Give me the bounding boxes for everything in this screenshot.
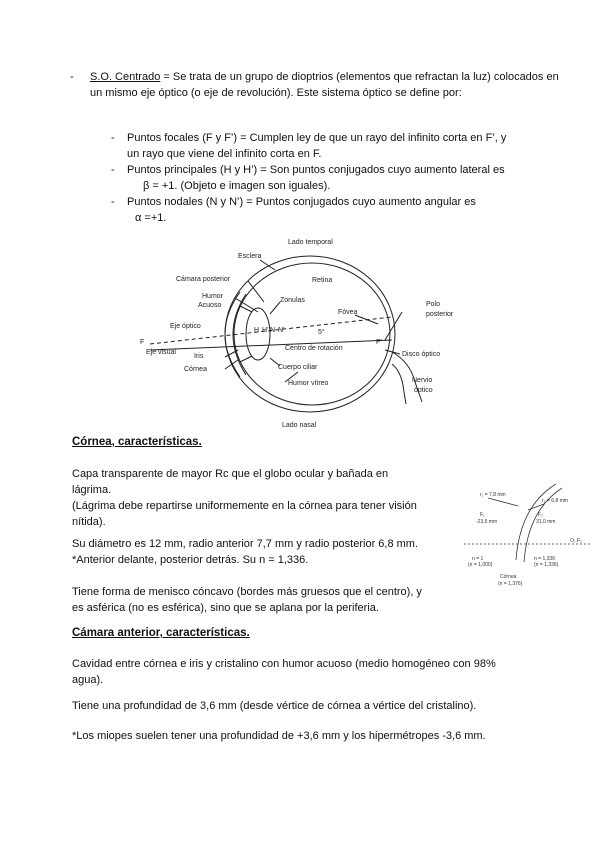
label-centro-rotacion: Centro de rotación: [285, 345, 343, 352]
list-item-line: Puntos principales (H y H’) = Son puntos conjugados cuyo aumento lateral es: [127, 164, 505, 176]
cornea-paragraph-3: Tiene forma de menisco cóncavo (bordes más gruesos que el centro), y es asférica (no es esférica), sino que se aplana por la periferia.: [72, 586, 422, 614]
label-f-front: F: [140, 339, 145, 346]
eye-diagram: [130, 232, 460, 432]
label-camara-posterior: Cámara posterior: [176, 276, 231, 283]
label-esclera: Esclera: [238, 253, 262, 260]
camara-paragraph-3: *Los miopes suelen tener una profundidad de +3,6 mm y los hipermétropes -3,6 mm.: [72, 730, 486, 742]
camara-paragraph-1: Cavidad entre córnea e iris y cristalino con humor acuoso (medio homogéneo con 98% agua).: [72, 658, 496, 686]
intro-text: = Se trata de un grupo de dioptrios (elementos que refractan la luz) colocados en un mismo eje óptico (o eje de revolución). Este sistema óptico se define por:: [90, 71, 559, 99]
label-humor-vitreo: Humor vítreo: [288, 380, 329, 387]
label-n-prime: N’: [278, 327, 285, 334]
label-f-back: F’: [376, 339, 382, 346]
camara-paragraph-2: Tiene una profundidad de 3,6 mm (desde vértice de córnea a vértice del cristalino).: [72, 700, 477, 712]
label-h-prime: H’: [262, 327, 269, 334]
label-n1: n = 1: [472, 556, 484, 562]
label-eje-optico: Eje óptico: [170, 323, 201, 330]
label-n1-sub: (n = 1,000): [468, 562, 493, 568]
intro-term: S.O. Centrado: [90, 71, 161, 83]
label-fovea: Fóvea: [338, 309, 358, 316]
cornea-diagram: [458, 478, 598, 596]
label-f2-val: 31,0 mm: [536, 519, 556, 525]
label-n: N: [270, 327, 276, 334]
label-retina: Retina: [312, 277, 333, 284]
list-item-line: α =+1.: [135, 212, 167, 224]
label-n3: n = 1,336: [534, 556, 555, 562]
label-cornea-small: Córnea: [500, 574, 517, 580]
label-r1: r₁ = 7,8 mm: [480, 492, 506, 498]
label-humor: Humor: [202, 293, 224, 300]
label-nervio: Nervio: [412, 377, 433, 384]
list-item-line: Puntos nodales (N y N’) = Puntos conjugados cuyo aumento angular es: [127, 196, 476, 208]
label-optico: óptico: [414, 387, 433, 394]
label-cornea: Córnea: [184, 366, 207, 373]
bullet-dash: -: [111, 132, 115, 144]
bullet-dash: -: [111, 196, 115, 208]
bullet-dash: -: [70, 71, 74, 83]
label-f2: F₂: [538, 512, 543, 518]
label-lado-temporal: Lado temporal: [288, 239, 333, 246]
label-cuerpo-ciliar: Cuerpo ciliar: [278, 364, 318, 371]
label-axis: O₁ F₂: [570, 538, 582, 544]
list-item: [111, 194, 557, 226]
label-f1: F₁: [480, 512, 485, 518]
optical-points-list: [111, 130, 557, 226]
label-h: H: [254, 327, 260, 334]
list-item-line: un rayo que viene del infinito corta en F.: [127, 148, 322, 160]
label-n3-sub: (n = 1,336): [534, 562, 559, 568]
list-item-line: β = +1. (Objeto e imagen son iguales).: [143, 180, 331, 192]
label-zonulas: Zonulas: [280, 297, 305, 304]
label-iris: Iris: [194, 353, 204, 360]
visual-axis-line: [150, 340, 392, 350]
intro-paragraph: [70, 69, 560, 101]
lens-shape: [246, 308, 270, 360]
label-posterior: posterior: [426, 311, 454, 318]
list-item: [111, 162, 557, 194]
label-f1-val: -23,5 mm: [476, 519, 498, 525]
cornea-paragraph-2: Su diámetro es 12 mm, radio anterior 7,7 mm y radio posterior 6,8 mm. *Anterior delante, posterior detrás. Su n = 1,336.: [72, 538, 419, 566]
cornea-heading: Córnea, características.: [72, 436, 202, 448]
label-lado-nasal: Lado nasal: [282, 422, 317, 429]
label-eje-visual: Eje visual: [146, 349, 176, 356]
bullet-dash: -: [111, 164, 115, 176]
label-polo: Polo: [426, 301, 441, 308]
list-item: [111, 130, 557, 162]
label-r2: r₂ = 6,8 mm: [542, 498, 568, 504]
camara-heading: Cámara anterior, características.: [72, 627, 250, 639]
label-angle: 5°: [318, 329, 325, 336]
label-cornea-sub: (n = 1,376): [498, 581, 523, 587]
cornea-paragraph-1: Capa transparente de mayor Rc que el globo ocular y bañada en lágrima. (Lágrima debe repartirse uniformemente en la córnea para tener visión nítida).: [72, 468, 417, 528]
label-disco-optico: Disco óptico: [402, 351, 441, 358]
list-item-line: Puntos focales (F y F’) = Cumplen ley de que un rayo del infinito corta en F’, y: [127, 132, 507, 144]
optic-nerve-2: [392, 364, 406, 404]
label-acuoso: Acuoso: [198, 302, 222, 309]
eye-globe-outline: [225, 256, 395, 412]
iris-lower: [240, 356, 252, 362]
